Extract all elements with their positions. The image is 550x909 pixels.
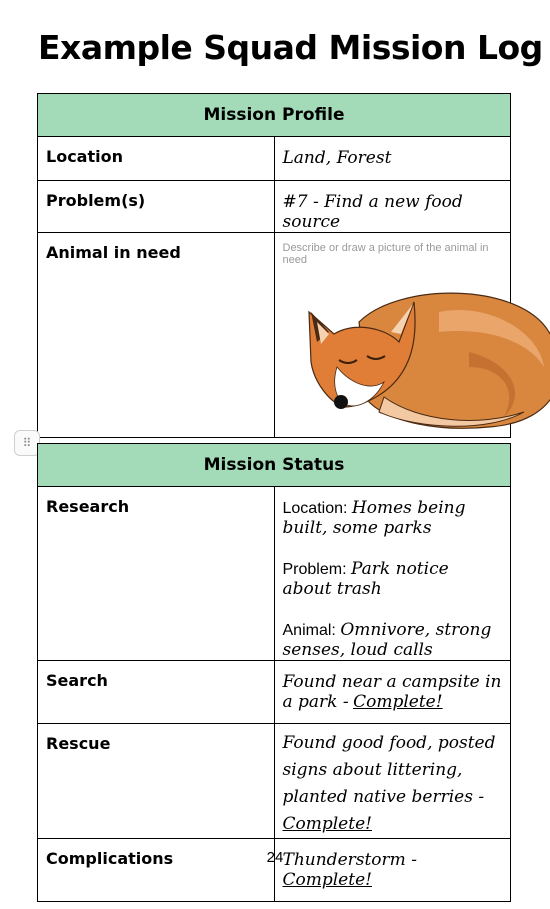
drag-handle-icon[interactable]: ⠿ <box>14 430 40 456</box>
research-label: Research <box>38 487 275 661</box>
location-value: Land, Forest <box>282 148 392 168</box>
research-problem-value: Park notice about trash <box>282 559 449 599</box>
mission-status-table <box>37 443 511 902</box>
research-location-prefix: Location: <box>282 500 348 517</box>
location-cell[interactable] <box>274 137 511 181</box>
problems-cell[interactable] <box>274 181 511 233</box>
research-cell[interactable] <box>274 487 511 661</box>
problems-value: #7 - Find a new food source <box>282 192 463 232</box>
animal-hint: Describe or draw a picture of the animal in need <box>282 242 489 266</box>
research-animal-prefix: Animal: <box>282 622 336 639</box>
search-cell[interactable] <box>274 661 511 724</box>
search-complete: Complete! <box>353 692 443 712</box>
rescue-label: Rescue <box>38 724 275 839</box>
location-label: Location <box>38 137 275 181</box>
mission-profile-table <box>37 93 511 438</box>
rescue-cell[interactable] <box>274 724 511 839</box>
problems-label: Problem(s) <box>38 181 275 233</box>
search-value: Found near a campsite in a park - <box>282 672 502 712</box>
complications-value: Thunderstorm - <box>282 850 417 870</box>
sleeping-fox-illustration <box>289 272 550 432</box>
research-location-value: Homes being built, some parks <box>282 498 466 538</box>
search-label: Search <box>38 661 275 724</box>
research-problem-prefix: Problem: <box>282 561 347 578</box>
page-number: 24 <box>266 849 284 866</box>
page-title: Example Squad Mission Log <box>38 28 543 67</box>
mission-status-header: Mission Status <box>38 444 511 487</box>
rescue-value: Found good food, posted signs about littering, planted native berries - <box>282 733 496 807</box>
mission-profile-header: Mission Profile <box>38 94 511 137</box>
complications-complete: Complete! <box>282 870 372 890</box>
complications-label: Complications <box>38 839 275 902</box>
animal-label: Animal in need <box>38 233 275 438</box>
rescue-complete: Complete! <box>282 814 372 834</box>
research-animal-value: Omnivore, strong senses, loud calls <box>282 620 492 660</box>
complications-cell[interactable] <box>274 839 511 902</box>
animal-cell[interactable] <box>274 233 511 438</box>
